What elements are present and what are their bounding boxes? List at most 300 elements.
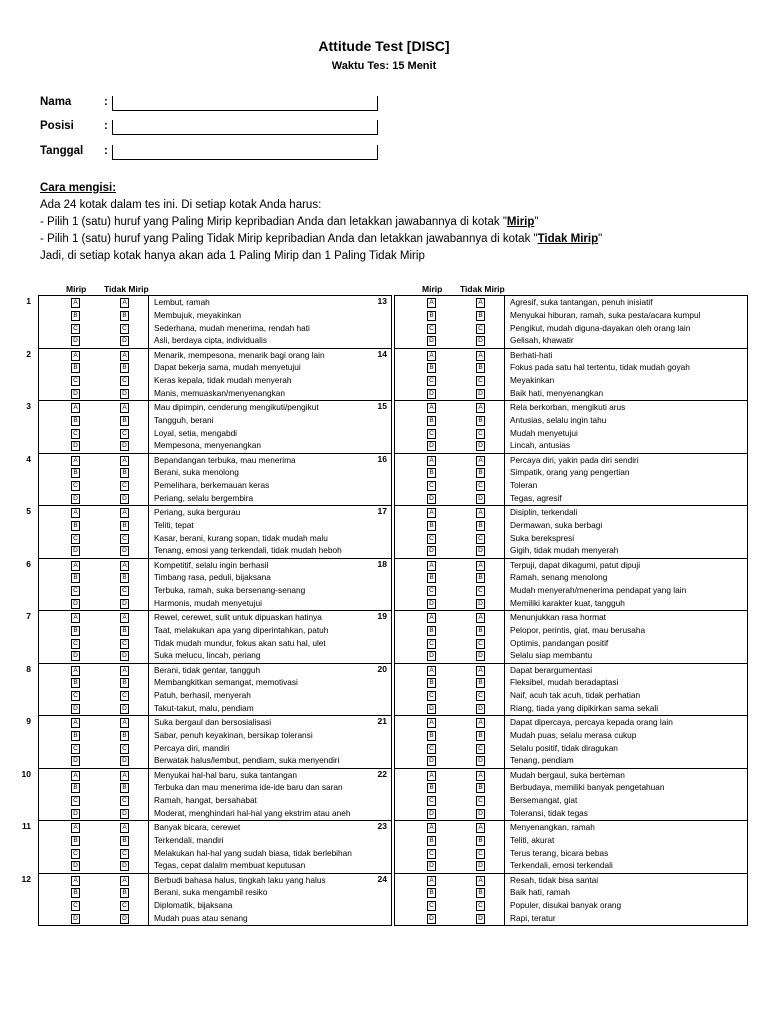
mirip-option-box[interactable]: B <box>427 521 436 531</box>
tidak-mirip-option-box[interactable]: A <box>120 718 129 728</box>
mirip-option-box[interactable]: C <box>427 901 436 911</box>
statement-row <box>39 742 391 755</box>
statement-row <box>395 439 747 452</box>
tidak-mirip-option-box[interactable]: C <box>120 691 129 701</box>
mirip-option-box[interactable]: A <box>427 666 436 676</box>
statement-text: Kompetitif, selalu ingin berhasil <box>154 559 269 570</box>
question-number: 16 <box>377 453 387 464</box>
statement-text: Berbudaya, memiliki banyak pengetahuan <box>510 782 665 793</box>
statement-row <box>39 649 391 662</box>
mirip-option-box[interactable]: B <box>71 573 80 583</box>
statement-row <box>395 637 747 650</box>
mirip-option-box[interactable]: D <box>71 914 80 924</box>
tidak-mirip-option-box[interactable]: C <box>476 324 485 334</box>
tidak-mirip-option-box[interactable]: D <box>120 914 129 924</box>
name-input-line[interactable] <box>112 96 378 111</box>
mirip-option-box[interactable]: C <box>71 429 80 439</box>
statement-text: Tangguh, berani <box>154 414 214 425</box>
mirip-option-box[interactable]: C <box>427 376 436 386</box>
statement-row <box>39 334 391 347</box>
mirip-option-box[interactable]: D <box>427 546 436 556</box>
mirip-option-box[interactable]: C <box>71 586 80 596</box>
statement-text: Rela berkorban, mengikuti arus <box>510 402 626 412</box>
tidak-mirip-option-box[interactable]: B <box>120 468 129 478</box>
statement-row <box>395 874 747 887</box>
tidak-mirip-option-box[interactable]: A <box>120 771 129 781</box>
question-number: 22 <box>377 768 387 779</box>
tidak-mirip-option-box[interactable]: A <box>476 666 485 676</box>
statement-text: Memiliki karakter kuat, tangguh <box>510 597 625 608</box>
mirip-option-box[interactable]: C <box>427 481 436 491</box>
mirip-option-box[interactable]: A <box>427 508 436 518</box>
statement-row <box>39 716 391 729</box>
question-number: 12 <box>21 873 31 884</box>
mirip-option-box[interactable]: A <box>71 613 80 623</box>
tidak-mirip-option-box[interactable]: C <box>476 534 485 544</box>
statement-row <box>395 374 747 387</box>
statement-text: Diplomatik, bijaksana <box>154 900 233 911</box>
tidak-mirip-option-box[interactable]: D <box>476 756 485 766</box>
mirip-option-box[interactable]: C <box>71 639 80 649</box>
tidak-mirip-option-box[interactable]: C <box>476 849 485 859</box>
statement-row <box>39 912 391 925</box>
mirip-option-box[interactable]: D <box>71 704 80 714</box>
mirip-option-box[interactable]: C <box>71 481 80 491</box>
statement-text: Suka berekspresi <box>510 532 575 543</box>
mirip-option-box[interactable]: D <box>71 546 80 556</box>
statement-text: Suka bergaul dan bersosialisasi <box>154 717 272 727</box>
tidak-mirip-option-box[interactable]: B <box>120 836 129 846</box>
tidak-mirip-option-box[interactable]: A <box>476 718 485 728</box>
question-block <box>377 611 747 664</box>
tidak-mirip-option-box[interactable]: C <box>120 639 129 649</box>
tidak-mirip-option-box[interactable]: B <box>476 363 485 373</box>
mirip-option-box[interactable]: D <box>427 861 436 871</box>
tidak-mirip-option-box[interactable]: A <box>476 771 485 781</box>
statement-text: Selalu positif, tidak diragukan <box>510 742 618 753</box>
tidak-mirip-option-box[interactable]: B <box>120 416 129 426</box>
mirip-option-box[interactable]: D <box>71 756 80 766</box>
right-mirip-header: Mirip <box>422 284 443 294</box>
mirip-option-box[interactable]: A <box>427 823 436 833</box>
tidak-mirip-option-box[interactable]: C <box>476 586 485 596</box>
statement-text: Mudah puas, selalu merasa cukup <box>510 729 637 740</box>
statement-text: Riang, tiada yang dipikirkan sama sekali <box>510 702 659 713</box>
mirip-option-box[interactable]: C <box>71 744 80 754</box>
mirip-option-box[interactable]: C <box>427 586 436 596</box>
mirip-option-box[interactable]: A <box>427 351 436 361</box>
mirip-option-box[interactable]: C <box>427 849 436 859</box>
mirip-option-box[interactable]: C <box>427 324 436 334</box>
instructions-line-4: Jadi, di setiap kotak hanya akan ada 1 Paling Mirip dan 1 Paling Tidak Mirip <box>40 250 425 262</box>
tidak-mirip-option-box[interactable]: D <box>120 441 129 451</box>
question-number: 6 <box>26 558 31 569</box>
question-number: 7 <box>26 611 31 621</box>
tidak-mirip-option-box[interactable]: D <box>476 546 485 556</box>
statement-row <box>395 781 747 794</box>
tidak-mirip-option-box[interactable]: D <box>476 389 485 399</box>
tidak-mirip-option-box[interactable]: C <box>120 849 129 859</box>
statement-row <box>39 571 391 584</box>
mirip-option-box[interactable]: A <box>71 403 80 413</box>
mirip-option-box[interactable]: C <box>71 324 80 334</box>
mirip-option-box[interactable]: B <box>427 573 436 583</box>
question-block <box>377 296 747 349</box>
mirip-option-box[interactable]: A <box>71 561 80 571</box>
mirip-option-box[interactable]: D <box>427 914 436 924</box>
question-block <box>377 453 747 507</box>
statement-row <box>395 492 747 505</box>
statement-row <box>39 689 391 702</box>
mirip-option-box[interactable]: D <box>427 704 436 714</box>
tidak-mirip-option-box[interactable]: C <box>120 324 129 334</box>
tidak-mirip-option-box[interactable]: A <box>476 403 485 413</box>
tidak-mirip-option-box[interactable]: C <box>476 481 485 491</box>
statement-text: Toleran <box>510 480 538 491</box>
mirip-option-box[interactable]: A <box>71 771 80 781</box>
question-block <box>377 401 747 454</box>
statement-row <box>39 624 391 637</box>
statement-row <box>39 374 391 387</box>
mirip-option-box[interactable]: D <box>427 494 436 504</box>
statement-text: Mempesona, menyenangkan <box>154 440 262 451</box>
tidak-mirip-option-box[interactable]: A <box>120 613 129 623</box>
tidak-mirip-option-box[interactable]: B <box>120 521 129 531</box>
statement-row <box>39 676 391 689</box>
mirip-option-box[interactable]: D <box>71 441 80 451</box>
mirip-option-box[interactable]: D <box>427 651 436 661</box>
tidak-mirip-option-box[interactable]: A <box>476 351 485 361</box>
tidak-mirip-option-box[interactable]: C <box>476 691 485 701</box>
tidak-mirip-option-box[interactable]: B <box>120 363 129 373</box>
mirip-option-box[interactable]: B <box>71 731 80 741</box>
tidak-mirip-option-box[interactable]: A <box>476 823 485 833</box>
mirip-option-box[interactable]: A <box>71 508 80 518</box>
tidak-mirip-option-box[interactable]: B <box>476 678 485 688</box>
mirip-option-box[interactable]: B <box>427 783 436 793</box>
question-number: 13 <box>377 296 387 306</box>
mirip-option-box[interactable]: D <box>427 809 436 819</box>
tidak-mirip-option-box[interactable]: B <box>120 626 129 636</box>
mirip-option-box[interactable]: B <box>427 888 436 898</box>
question-block <box>21 768 391 822</box>
statement-text: Melakukan hal-hal yang sudah biasa, tidak berlebihan <box>154 847 352 858</box>
statement-row <box>395 387 747 400</box>
question-number: 8 <box>26 663 31 674</box>
tidak-mirip-option-box[interactable]: B <box>476 836 485 846</box>
statement-text: Bepandangan terbuka, mau menerima <box>154 454 296 465</box>
tidak-mirip-option-box[interactable]: B <box>476 521 485 531</box>
tidak-mirip-option-box[interactable]: D <box>476 914 485 924</box>
tidak-mirip-option-box[interactable]: C <box>120 376 129 386</box>
question-block <box>377 821 747 874</box>
statement-row <box>395 912 747 925</box>
instructions-line-2 <box>40 216 539 228</box>
tidak-mirip-option-box[interactable]: D <box>476 651 485 661</box>
tidak-mirip-option-box[interactable]: A <box>120 561 129 571</box>
question-block <box>377 348 747 402</box>
mirip-option-box[interactable]: D <box>71 809 80 819</box>
mirip-option-box[interactable]: C <box>427 639 436 649</box>
statement-text: Teliti, tepat <box>154 519 194 530</box>
mirip-option-box[interactable]: D <box>427 389 436 399</box>
statement-text: Berani, suka menolong <box>154 467 239 478</box>
tidak-mirip-option-box[interactable]: C <box>120 796 129 806</box>
statement-row <box>39 834 391 847</box>
tidak-mirip-option-box[interactable]: B <box>476 888 485 898</box>
mirip-option-box[interactable]: B <box>71 468 80 478</box>
mirip-option-box[interactable]: A <box>427 561 436 571</box>
left-mirip-header: Mirip <box>66 284 87 294</box>
tidak-mirip-option-box[interactable]: C <box>120 481 129 491</box>
tidak-mirip-option-box[interactable]: D <box>120 389 129 399</box>
statement-row <box>395 506 747 519</box>
tidak-mirip-option-box[interactable]: A <box>120 508 129 518</box>
left-tidak-mirip-header: Tidak Mirip <box>104 284 149 294</box>
statement-text: Bersemangat, giat <box>510 795 578 806</box>
questions-grid-right <box>377 295 748 926</box>
mirip-option-box[interactable]: D <box>71 494 80 504</box>
statement-row <box>395 427 747 440</box>
tidak-mirip-option-box[interactable]: A <box>476 561 485 571</box>
question-block <box>377 716 747 769</box>
mirip-option-box[interactable]: B <box>427 678 436 688</box>
mirip-option-box[interactable]: B <box>427 416 436 426</box>
mirip-option-box[interactable]: C <box>71 534 80 544</box>
tidak-mirip-option-box[interactable]: A <box>476 508 485 518</box>
statement-row <box>39 387 391 400</box>
tidak-mirip-option-box[interactable]: C <box>476 376 485 386</box>
tidak-mirip-option-box[interactable]: D <box>120 809 129 819</box>
mirip-option-box[interactable]: A <box>427 456 436 466</box>
mirip-option-box[interactable]: D <box>427 336 436 346</box>
statement-row <box>395 886 747 899</box>
mirip-option-box[interactable]: C <box>427 691 436 701</box>
tidak-mirip-option-box[interactable]: A <box>476 613 485 623</box>
mirip-option-box[interactable]: B <box>71 836 80 846</box>
mirip-option-box[interactable]: A <box>71 456 80 466</box>
tidak-mirip-option-box[interactable]: B <box>476 783 485 793</box>
mirip-option-box[interactable]: C <box>71 376 80 386</box>
statement-text: Terpuji, dapat dikagumi, patut dipuji <box>510 559 641 570</box>
mirip-option-box[interactable]: D <box>427 441 436 451</box>
tidak-mirip-option-box[interactable]: A <box>476 876 485 886</box>
tidak-mirip-option-box[interactable]: C <box>476 901 485 911</box>
tidak-mirip-option-box[interactable]: D <box>120 861 129 871</box>
statement-text: Percaya diri, yakin pada diri sendiri <box>510 454 639 465</box>
statement-row <box>395 624 747 637</box>
mirip-option-box[interactable]: A <box>71 823 80 833</box>
statement-text: Mudah menyetujui <box>510 427 578 438</box>
instructions-line-3-text: - Pilih 1 (satu) huruf yang Paling Tidak Mirip kepribadian Anda dan letakkan jawabannya di kotak " <box>40 233 538 245</box>
statement-row <box>395 559 747 572</box>
mirip-option-box[interactable]: B <box>71 678 80 688</box>
statement-row <box>39 309 391 322</box>
statement-row <box>395 454 747 467</box>
tidak-mirip-option-box[interactable]: C <box>476 429 485 439</box>
mirip-option-box[interactable]: B <box>71 363 80 373</box>
question-block <box>377 558 747 612</box>
mirip-option-box[interactable]: C <box>427 744 436 754</box>
mirip-option-box[interactable]: B <box>427 731 436 741</box>
mirip-option-box[interactable]: B <box>71 521 80 531</box>
tidak-mirip-option-box[interactable]: D <box>120 336 129 346</box>
mirip-option-box[interactable]: C <box>71 796 80 806</box>
statement-text: Dermawan, suka berbagi <box>510 519 603 530</box>
tidak-mirip-option-box[interactable]: D <box>120 651 129 661</box>
statement-text: Dapat berargumentasi <box>510 664 593 675</box>
tidak-mirip-option-box[interactable]: B <box>476 626 485 636</box>
tidak-mirip-option-box[interactable]: B <box>476 731 485 741</box>
tidak-mirip-option-box[interactable]: A <box>120 403 129 413</box>
mirip-option-box[interactable]: D <box>71 599 80 609</box>
mirip-option-box[interactable]: B <box>427 626 436 636</box>
tidak-mirip-option-box[interactable]: B <box>120 311 129 321</box>
tidak-mirip-option-box[interactable]: D <box>476 336 485 346</box>
mirip-option-box[interactable]: A <box>427 876 436 886</box>
statement-row <box>395 664 747 677</box>
mirip-option-box[interactable]: B <box>71 416 80 426</box>
tidak-mirip-option-box[interactable]: C <box>476 796 485 806</box>
tidak-mirip-option-box[interactable]: B <box>120 731 129 741</box>
tidak-mirip-option-box[interactable]: D <box>120 546 129 556</box>
position-label: Posisi <box>40 120 74 132</box>
mirip-option-box[interactable]: D <box>71 651 80 661</box>
mirip-option-box[interactable]: C <box>71 691 80 701</box>
question-block <box>26 401 391 454</box>
tidak-mirip-option-box[interactable]: D <box>476 861 485 871</box>
mirip-option-box[interactable]: C <box>427 429 436 439</box>
tidak-mirip-option-box[interactable]: B <box>476 573 485 583</box>
tidak-mirip-option-box[interactable]: B <box>476 311 485 321</box>
tidak-mirip-option-box[interactable]: D <box>476 809 485 819</box>
mirip-option-box[interactable]: B <box>427 311 436 321</box>
statement-text: Optimis, pandangan positif <box>510 637 609 648</box>
tidak-mirip-option-box[interactable]: D <box>476 599 485 609</box>
tidak-mirip-option-box[interactable]: C <box>120 744 129 754</box>
mirip-option-box[interactable]: C <box>427 534 436 544</box>
date-colon: : <box>104 145 108 157</box>
statement-text: Periang, suka bergurau <box>154 507 241 517</box>
tidak-mirip-option-box[interactable]: D <box>120 599 129 609</box>
mirip-option-box[interactable]: D <box>427 599 436 609</box>
tidak-mirip-option-box[interactable]: D <box>120 704 129 714</box>
statement-row <box>395 334 747 347</box>
statement-row <box>39 807 391 820</box>
tidak-mirip-option-box[interactable]: A <box>476 456 485 466</box>
mirip-option-box[interactable]: A <box>427 771 436 781</box>
tidak-mirip-option-box[interactable]: D <box>476 704 485 714</box>
tidak-mirip-option-box[interactable]: B <box>120 573 129 583</box>
question-block <box>26 453 391 507</box>
mirip-option-box[interactable]: A <box>71 876 80 886</box>
mirip-option-box[interactable]: B <box>71 888 80 898</box>
tidak-mirip-option-box[interactable]: B <box>120 678 129 688</box>
statement-row <box>39 532 391 545</box>
statement-row <box>39 664 391 677</box>
statement-text: Berani, suka mengambil resiko <box>154 887 268 898</box>
date-input-line[interactable] <box>112 145 378 160</box>
tidak-mirip-option-box[interactable]: D <box>120 756 129 766</box>
tidak-mirip-option-box[interactable]: B <box>476 468 485 478</box>
mirip-option-box[interactable]: B <box>427 836 436 846</box>
statement-text: Populer, disukai banyak orang <box>510 900 622 911</box>
tidak-mirip-option-box[interactable]: A <box>120 456 129 466</box>
statement-row <box>395 807 747 820</box>
statement-text: Mau dipimpin, cenderung mengikuti/pengikut <box>154 402 319 412</box>
mirip-option-box[interactable]: C <box>427 796 436 806</box>
tidak-mirip-option-box[interactable]: C <box>476 744 485 754</box>
date-label: Tanggal <box>40 145 84 157</box>
statement-text: Naif, acuh tak acuh, tidak perhatian <box>510 690 641 701</box>
tidak-mirip-option-box[interactable]: A <box>120 351 129 361</box>
tidak-mirip-option-box[interactable]: A <box>120 666 129 676</box>
mirip-option-box[interactable]: A <box>71 666 80 676</box>
mirip-option-box[interactable]: B <box>427 363 436 373</box>
tidak-mirip-option-box[interactable]: C <box>120 429 129 439</box>
tidak-mirip-option-box[interactable]: B <box>120 783 129 793</box>
tidak-mirip-option-box[interactable]: B <box>120 888 129 898</box>
statement-row <box>395 769 747 782</box>
question-block <box>377 768 747 822</box>
tidak-mirip-option-box[interactable]: D <box>476 494 485 504</box>
statement-text: Membangkitkan semangat, memotivasi <box>154 677 298 688</box>
mirip-option-box[interactable]: A <box>71 298 80 308</box>
tidak-mirip-option-box[interactable]: C <box>120 586 129 596</box>
mirip-option-box[interactable]: D <box>427 756 436 766</box>
tidak-mirip-option-box[interactable]: C <box>476 639 485 649</box>
statement-text: Menunjukkan rasa hormat <box>510 612 606 622</box>
tidak-mirip-option-box[interactable]: D <box>476 441 485 451</box>
mirip-option-box[interactable]: A <box>71 718 80 728</box>
position-input-line[interactable] <box>112 120 378 135</box>
tidak-mirip-option-box[interactable]: B <box>476 416 485 426</box>
mirip-option-box[interactable]: A <box>71 351 80 361</box>
tidak-mirip-option-box[interactable]: D <box>120 494 129 504</box>
tidak-mirip-option-box[interactable]: C <box>120 534 129 544</box>
tidak-mirip-option-box[interactable]: A <box>120 823 129 833</box>
mirip-option-box[interactable]: C <box>71 849 80 859</box>
mirip-option-box[interactable]: A <box>427 403 436 413</box>
question-number: 9 <box>26 716 31 726</box>
mirip-option-box[interactable]: D <box>71 861 80 871</box>
statement-text: Fleksibel, mudah beradaptasi <box>510 677 619 688</box>
statement-text: Berani, tidak gentar, tangguh <box>154 664 261 675</box>
statement-row <box>395 466 747 479</box>
statement-row <box>395 532 747 545</box>
mirip-option-box[interactable]: B <box>427 468 436 478</box>
mirip-option-box[interactable]: B <box>71 783 80 793</box>
tidak-mirip-option-box[interactable]: A <box>120 876 129 886</box>
mirip-option-box[interactable]: C <box>71 901 80 911</box>
mirip-option-box[interactable]: A <box>427 718 436 728</box>
mirip-option-box[interactable]: A <box>427 613 436 623</box>
question-block <box>22 821 391 874</box>
tidak-mirip-option-box[interactable]: C <box>120 901 129 911</box>
question-number: 4 <box>26 453 31 464</box>
tidak-mirip-option-box[interactable]: A <box>476 298 485 308</box>
tidak-mirip-option-box[interactable]: A <box>120 298 129 308</box>
mirip-option-box[interactable]: A <box>427 298 436 308</box>
statement-text: Harmonis, mudah menyetujui <box>154 597 262 608</box>
mirip-option-box[interactable]: B <box>71 311 80 321</box>
mirip-option-box[interactable]: D <box>71 389 80 399</box>
mirip-option-box[interactable]: B <box>71 626 80 636</box>
mirip-option-box[interactable]: D <box>71 336 80 346</box>
questions-grid-left <box>21 295 392 926</box>
statement-row <box>39 637 391 650</box>
question-block <box>26 716 391 769</box>
